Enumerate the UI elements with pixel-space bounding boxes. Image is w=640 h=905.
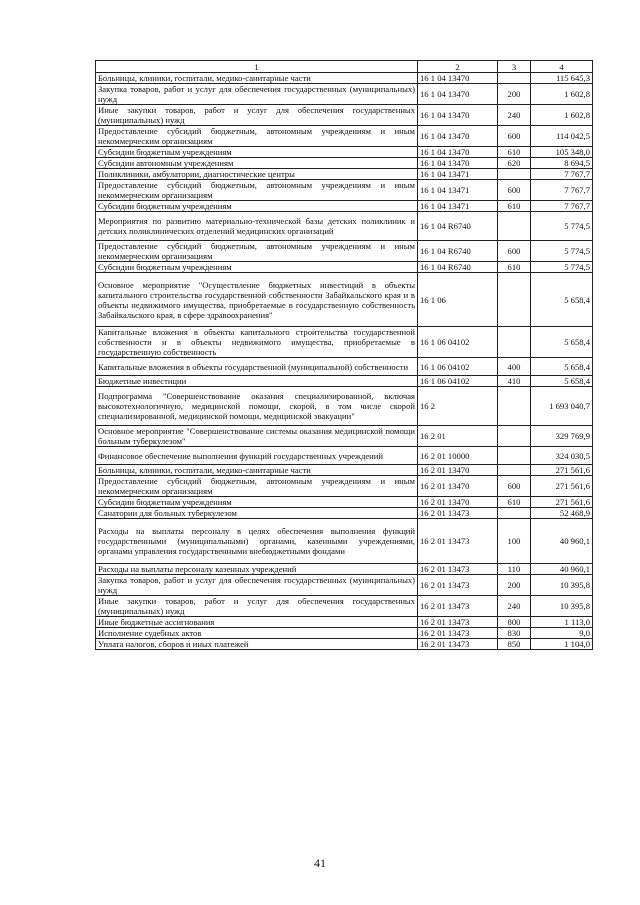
row-code-cell: 16 1 04 13470 xyxy=(418,126,498,147)
row-amount-cell: 52 468,9 xyxy=(531,508,593,519)
row-expense-type-cell: 240 xyxy=(498,596,531,617)
row-amount-cell: 114 042,5 xyxy=(531,126,593,147)
row-amount-cell: 8 694,5 xyxy=(531,158,593,169)
row-name-cell: Бюджетные инвестиции xyxy=(96,376,418,387)
row-code-cell: 16 2 01 13470 xyxy=(418,465,498,476)
row-code-cell: 16 1 04 13470 xyxy=(418,147,498,158)
row-code-cell: 16 2 01 13473 xyxy=(418,639,498,650)
table-row xyxy=(96,387,593,426)
row-amount-cell: 271 561,6 xyxy=(531,465,593,476)
row-code-cell: 16 1 06 04102 xyxy=(418,327,498,358)
table-row xyxy=(96,519,593,564)
page-number: 41 xyxy=(314,856,326,870)
row-name-cell: Капитальные вложения в объекты капитального строительства государственной собственности и в объекты недвижимого имущества, приобретаемые в государственную собственность xyxy=(96,327,418,358)
row-expense-type-cell: 850 xyxy=(498,639,531,650)
row-name-cell: Капитальные вложения в объекты государственной (муниципальной) собственности xyxy=(96,358,418,376)
budget-table xyxy=(95,60,593,650)
row-name-cell: Больницы, клиники, госпитали, медико-санитарные части xyxy=(96,465,418,476)
table-row xyxy=(96,201,593,212)
row-name-cell: Предоставление субсидий бюджетным, автономным учреждениям и иным некоммерческим организациям xyxy=(96,180,418,201)
row-code-cell: 16 1 04 R6740 xyxy=(418,262,498,273)
row-name-cell: Основное мероприятие "Совершенствование системы оказания медицинской помощи больным туберкулезом" xyxy=(96,426,418,447)
row-expense-type-cell xyxy=(498,387,531,426)
row-amount-cell: 5 658,4 xyxy=(531,358,593,376)
row-name-cell: Санатории для больных туберкулезом xyxy=(96,508,418,519)
table-row xyxy=(96,327,593,358)
row-amount-cell: 5 658,4 xyxy=(531,273,593,327)
row-name-cell: Расходы на выплаты персоналу казенных учреждений xyxy=(96,564,418,575)
table-row xyxy=(96,596,593,617)
row-code-cell: 16 1 04 R6740 xyxy=(418,241,498,262)
row-expense-type-cell: 610 xyxy=(498,201,531,212)
table-row xyxy=(96,376,593,387)
row-amount-cell: 9,0 xyxy=(531,628,593,639)
row-code-cell: 16 1 06 xyxy=(418,273,498,327)
row-expense-type-cell xyxy=(498,465,531,476)
row-code-cell: 16 2 01 10000 xyxy=(418,447,498,465)
row-name-cell: Больницы, клиники, госпитали, медико-санитарные части xyxy=(96,73,418,84)
row-name-cell: Основное мероприятие "Осуществление бюджетных инвестиций в объекты капитального строительства государственной собственности Забайкальского края и в объекты недвижимого имущества, приобретаемые в государственную собственность Забайкальского края, в сфере здравоохранения" xyxy=(96,273,418,327)
table-row xyxy=(96,158,593,169)
table-row xyxy=(96,241,593,262)
row-amount-cell: 271 561,6 xyxy=(531,476,593,497)
row-code-cell: 16 1 06 04102 xyxy=(418,358,498,376)
table-row xyxy=(96,273,593,327)
table-row xyxy=(96,497,593,508)
row-expense-type-cell: 400 xyxy=(498,358,531,376)
row-amount-cell: 5 774,5 xyxy=(531,212,593,241)
table-row xyxy=(96,617,593,628)
row-expense-type-cell xyxy=(498,169,531,180)
row-name-cell: Предоставление субсидий бюджетным, автономным учреждениям и иным некоммерческим организациям xyxy=(96,126,418,147)
row-code-cell: 16 2 01 13473 xyxy=(418,508,498,519)
row-name-cell: Поликлиники, амбулатории, диагностические центры xyxy=(96,169,418,180)
row-code-cell: 16 2 01 xyxy=(418,426,498,447)
row-expense-type-cell xyxy=(498,327,531,358)
row-amount-cell: 40 960,1 xyxy=(531,564,593,575)
row-amount-cell: 115 645,3 xyxy=(531,73,593,84)
table-row xyxy=(96,476,593,497)
row-code-cell: 16 2 01 13470 xyxy=(418,476,498,497)
row-name-cell: Закупка товаров, работ и услуг для обеспечения государственных (муниципальных) нужд xyxy=(96,575,418,596)
row-name-cell: Уплата налогов, сборов и иных платежей xyxy=(96,639,418,650)
table-row xyxy=(96,126,593,147)
row-expense-type-cell xyxy=(498,447,531,465)
row-amount-cell: 1 113,0 xyxy=(531,617,593,628)
row-amount-cell: 40 960,1 xyxy=(531,519,593,564)
row-amount-cell: 329 769,9 xyxy=(531,426,593,447)
row-expense-type-cell: 600 xyxy=(498,180,531,201)
row-expense-type-cell xyxy=(498,73,531,84)
table-row xyxy=(96,575,593,596)
row-code-cell: 16 1 04 13470 xyxy=(418,84,498,105)
row-code-cell: 16 2 01 13473 xyxy=(418,564,498,575)
row-name-cell: Расходы на выплаты персоналу в целях обеспечения выполнения функций государственными (муниципальными) органами, казенными учреждениями, органами управления государственными внебюджетными фондами xyxy=(96,519,418,564)
row-amount-cell: 10 395,8 xyxy=(531,575,593,596)
table-row xyxy=(96,508,593,519)
row-name-cell: Субсидии бюджетным учреждениям xyxy=(96,201,418,212)
row-code-cell: 16 1 04 13471 xyxy=(418,180,498,201)
row-name-cell: Исполнение судебных актов xyxy=(96,628,418,639)
row-name-cell: Субсидии бюджетным учреждениям xyxy=(96,147,418,158)
row-expense-type-cell: 830 xyxy=(498,628,531,639)
header-row xyxy=(96,61,593,73)
row-expense-type-cell: 620 xyxy=(498,158,531,169)
row-amount-cell: 324 030,5 xyxy=(531,447,593,465)
row-name-cell: Подпрограмма "Совершенствование оказания специализированной, включая высокотехнологичную, медицинской помощи, скорой, в том числе скорой специализированной, медицинской помощи, медицинской эвакуации" xyxy=(96,387,418,426)
row-expense-type-cell: 240 xyxy=(498,105,531,126)
table-row xyxy=(96,169,593,180)
table-row xyxy=(96,105,593,126)
row-code-cell: 16 1 04 R6740 xyxy=(418,212,498,241)
table-body xyxy=(96,73,593,650)
row-code-cell: 16 2 xyxy=(418,387,498,426)
row-expense-type-cell: 800 xyxy=(498,617,531,628)
row-amount-cell: 105 348,0 xyxy=(531,147,593,158)
row-amount-cell: 1 104,0 xyxy=(531,639,593,650)
row-expense-type-cell: 410 xyxy=(498,376,531,387)
row-amount-cell: 10 395,8 xyxy=(531,596,593,617)
row-expense-type-cell: 610 xyxy=(498,262,531,273)
row-amount-cell: 7 767,7 xyxy=(531,169,593,180)
header-cell-3: 3 xyxy=(498,61,531,73)
row-expense-type-cell: 200 xyxy=(498,84,531,105)
row-expense-type-cell: 110 xyxy=(498,564,531,575)
row-code-cell: 16 1 04 13470 xyxy=(418,158,498,169)
row-code-cell: 16 2 01 13473 xyxy=(418,617,498,628)
row-amount-cell: 5 774,5 xyxy=(531,262,593,273)
table-row xyxy=(96,73,593,84)
row-amount-cell: 271 561,6 xyxy=(531,497,593,508)
row-name-cell: Иные бюджетные ассигнования xyxy=(96,617,418,628)
row-name-cell: Субсидии бюджетным учреждениям xyxy=(96,497,418,508)
row-expense-type-cell: 200 xyxy=(498,575,531,596)
row-code-cell: 16 1 06 04102 xyxy=(418,376,498,387)
table-row xyxy=(96,147,593,158)
row-code-cell: 16 2 01 13470 xyxy=(418,497,498,508)
row-code-cell: 16 2 01 13473 xyxy=(418,628,498,639)
table-row xyxy=(96,564,593,575)
row-expense-type-cell: 610 xyxy=(498,147,531,158)
row-name-cell: Предоставление субсидий бюджетным, автономным учреждениям и иным некоммерческим организациям xyxy=(96,476,418,497)
row-amount-cell: 1 602,8 xyxy=(531,105,593,126)
header-cell-2: 2 xyxy=(418,61,498,73)
row-code-cell: 16 2 01 13473 xyxy=(418,575,498,596)
row-expense-type-cell: 600 xyxy=(498,241,531,262)
table-row xyxy=(96,628,593,639)
table-row xyxy=(96,447,593,465)
row-expense-type-cell: 600 xyxy=(498,126,531,147)
header-cell-4: 4 xyxy=(531,61,593,73)
row-amount-cell: 7 767,7 xyxy=(531,180,593,201)
table-row xyxy=(96,212,593,241)
row-code-cell: 16 2 01 13473 xyxy=(418,596,498,617)
row-name-cell: Субсидии автономным учреждениям xyxy=(96,158,418,169)
row-expense-type-cell: 610 xyxy=(498,497,531,508)
row-expense-type-cell: 600 xyxy=(498,476,531,497)
row-expense-type-cell xyxy=(498,426,531,447)
row-code-cell: 16 1 04 13470 xyxy=(418,105,498,126)
row-name-cell: Мероприятия по развитию материально-технической базы детских поликлиник и детских поликлинических отделений медицинских организаций xyxy=(96,212,418,241)
row-code-cell: 16 2 01 13473 xyxy=(418,519,498,564)
row-name-cell: Субсидии бюджетным учреждениям xyxy=(96,262,418,273)
row-amount-cell: 1 693 040,7 xyxy=(531,387,593,426)
row-expense-type-cell xyxy=(498,273,531,327)
table-row xyxy=(96,84,593,105)
row-name-cell: Предоставление субсидий бюджетным, автономным учреждениям и иным некоммерческим организациям xyxy=(96,241,418,262)
row-expense-type-cell: 100 xyxy=(498,519,531,564)
table-row xyxy=(96,180,593,201)
row-code-cell: 16 1 04 13471 xyxy=(418,201,498,212)
table-row xyxy=(96,358,593,376)
row-amount-cell: 5 658,4 xyxy=(531,327,593,358)
row-code-cell: 16 1 04 13470 xyxy=(418,73,498,84)
row-name-cell: Иные закупки товаров, работ и услуг для обеспечения государственных (муниципальных) нужд xyxy=(96,596,418,617)
row-amount-cell: 5 774,5 xyxy=(531,241,593,262)
table-row xyxy=(96,639,593,650)
table-row xyxy=(96,465,593,476)
table-row xyxy=(96,426,593,447)
row-name-cell: Финансовое обеспечение выполнения функций государственных учреждений xyxy=(96,447,418,465)
row-amount-cell: 5 658,4 xyxy=(531,376,593,387)
header-cell-1: 1 xyxy=(96,61,418,73)
row-name-cell: Иные закупки товаров, работ и услуг для обеспечения государственных (муниципальных) нужд xyxy=(96,105,418,126)
row-code-cell: 16 1 04 13471 xyxy=(418,169,498,180)
row-amount-cell: 7 767,7 xyxy=(531,201,593,212)
row-expense-type-cell xyxy=(498,212,531,241)
row-amount-cell: 1 602,8 xyxy=(531,84,593,105)
row-name-cell: Закупка товаров, работ и услуг для обеспечения государственных (муниципальных) нужд xyxy=(96,84,418,105)
table-row xyxy=(96,262,593,273)
row-expense-type-cell xyxy=(498,508,531,519)
